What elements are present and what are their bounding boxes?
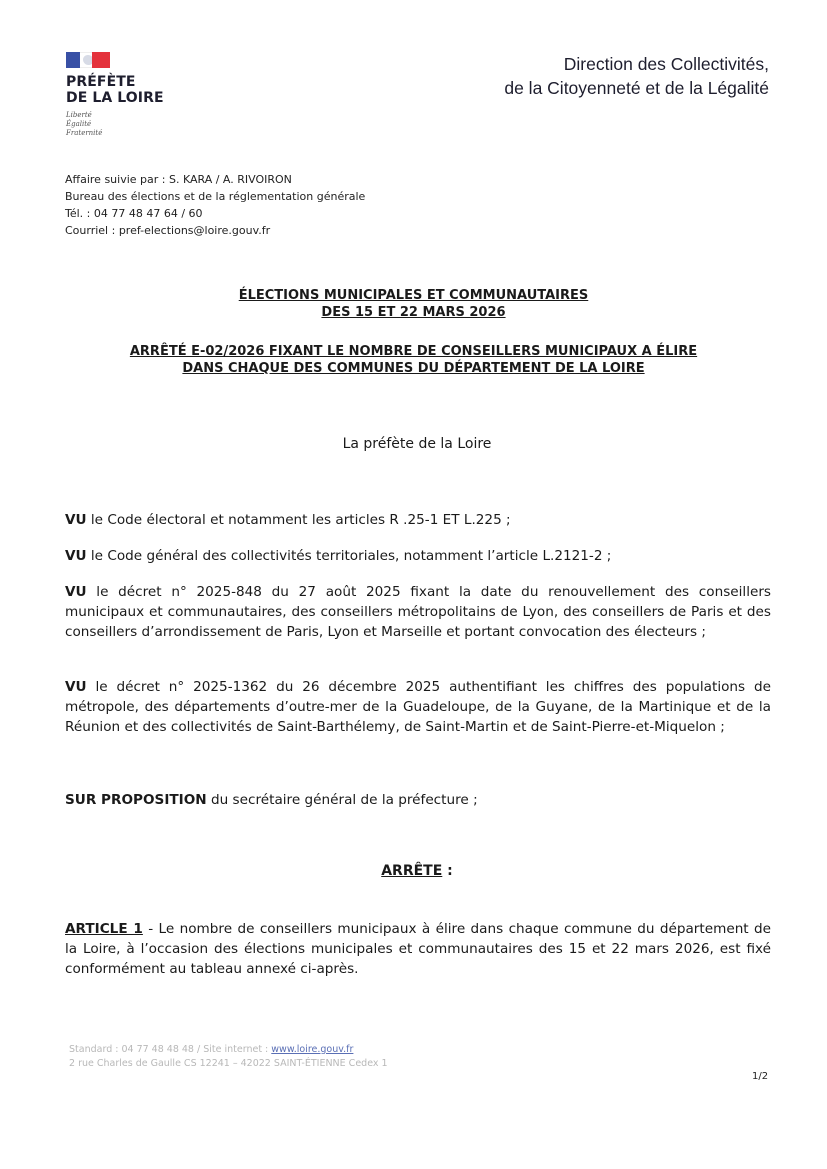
contact-email[interactable]: Courriel : pref-elections@loire.gouv.fr bbox=[65, 224, 271, 237]
proposition-lead: SUR PROPOSITION bbox=[65, 792, 207, 808]
elections-title-line2: DES 15 ET 22 MARS 2026 bbox=[321, 305, 506, 320]
prefecture-logo bbox=[66, 52, 206, 138]
direction-line2: de la Citoyenneté et de la Légalité bbox=[504, 78, 769, 98]
contact-handler: Affaire suivie par : S. KARA / A. RIVOIRON bbox=[65, 173, 292, 186]
footer-standard: Standard : 04 77 48 48 48 / Site internet : bbox=[69, 1044, 272, 1055]
arrete-label: ARRÊTE bbox=[381, 863, 443, 879]
marianne-flag-icon bbox=[66, 52, 110, 68]
motto bbox=[66, 111, 206, 138]
visa-lead: VU bbox=[65, 584, 87, 600]
arrete-heading bbox=[0, 863, 827, 879]
prefecture-name-line2: DE LA LOIRE bbox=[66, 90, 164, 106]
contact-bureau: Bureau des élections et de la réglementation générale bbox=[65, 190, 366, 203]
visa-lead: VU bbox=[65, 679, 87, 695]
footer bbox=[69, 1043, 388, 1071]
footer-address: 2 rue Charles de Gaulle CS 12241 – 42022 SAINT-ÉTIENNE Cedex 1 bbox=[69, 1058, 388, 1069]
prefecture-name-line1: PRÉFÈTE bbox=[66, 74, 136, 90]
visa-4 bbox=[65, 677, 771, 737]
page-number: 1/2 bbox=[752, 1071, 769, 1082]
article-1-label: ARTICLE 1 bbox=[65, 921, 143, 937]
visa-3 bbox=[65, 582, 771, 642]
article-1 bbox=[65, 919, 771, 979]
footer-line1 bbox=[69, 1043, 388, 1057]
prefete-line: La préfète de la Loire bbox=[342, 436, 492, 452]
visa-lead: VU bbox=[65, 512, 87, 528]
contact-phone: Tél. : 04 77 48 47 64 / 60 bbox=[65, 207, 203, 220]
visa-text: le décret n° 2025-848 du 27 août 2025 fixant la date du renouvellement des conseillers municipaux et communautaires, des conseillers métropolitains de Lyon, des conseillers de Paris et des conseillers d’arrondissement de Paris, Lyon et Marseille et portant convocation des électeurs ; bbox=[65, 584, 771, 640]
visa-lead: VU bbox=[65, 548, 87, 564]
visa-text: le Code électoral et notamment les articles R .25-1 ET L.225 ; bbox=[86, 512, 511, 528]
footer-site-link[interactable]: www.loire.gouv.fr bbox=[271, 1044, 354, 1055]
visa-1 bbox=[65, 510, 771, 530]
arrete-title-line1: ARRÊTÉ E-02/2026 FIXANT LE NOMBRE DE CONSEILLERS MUNICIPAUX A ÉLIRE bbox=[129, 344, 698, 359]
arrete-title bbox=[0, 343, 827, 377]
motto-fraternite: Fraternité bbox=[66, 129, 103, 137]
proposition bbox=[65, 790, 771, 810]
arrete-suffix: : bbox=[442, 863, 453, 879]
elections-title-line1: ÉLECTIONS MUNICIPALES ET COMMUNAUTAIRES bbox=[238, 288, 589, 303]
direction-header bbox=[504, 52, 769, 100]
motto-liberte: Liberté bbox=[66, 111, 92, 119]
article-1-text: - Le nombre de conseillers municipaux à élire dans chaque commune du département de la Loire, à l’occasion des élections municipales et communautaires des 15 et 22 mars 2026, est fixé conformément au tableau annexé ci-après. bbox=[65, 921, 772, 977]
visa-2 bbox=[65, 546, 771, 566]
direction-line1: Direction des Collectivités, bbox=[563, 54, 769, 74]
elections-title bbox=[0, 287, 827, 321]
arrete-title-line2: DANS CHAQUE DES COMMUNES DU DÉPARTEMENT DE LA LOIRE bbox=[182, 361, 645, 376]
visa-text: le Code général des collectivités territoriales, notamment l’article L.2121-2 ; bbox=[86, 548, 612, 564]
proposition-text: du secrétaire général de la préfecture ; bbox=[206, 792, 478, 808]
contact-block bbox=[65, 171, 365, 239]
visa-text: le décret n° 2025-1362 du 26 décembre 2025 authentifiant les chiffres des populations de métropole, des départements d’outre-mer de la Guadeloupe, de la Guyane, de la Martinique et de la Réunion et des collectivités de Saint-Barthélemy, de Saint-Martin et de Saint-Pierre-et-Miquelon ; bbox=[65, 679, 771, 735]
motto-egalite: Égalité bbox=[66, 120, 92, 128]
